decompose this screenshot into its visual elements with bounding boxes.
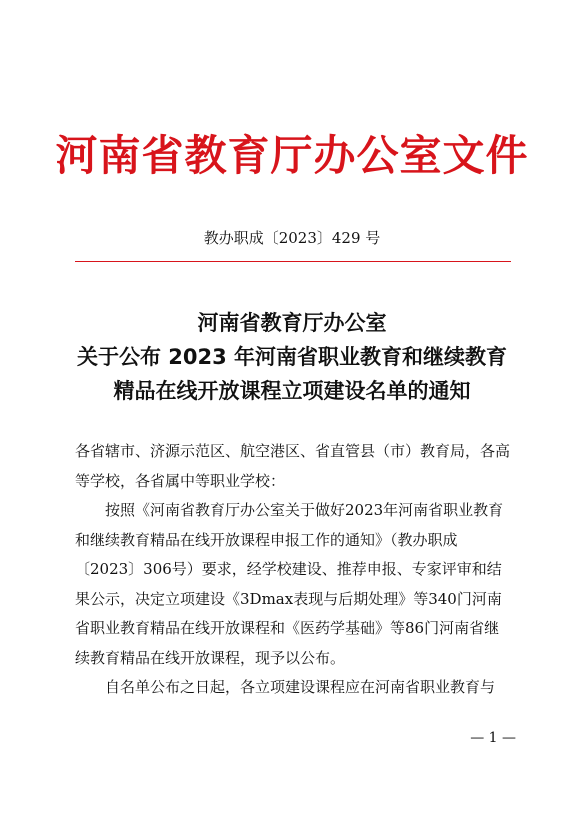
header-red-rule	[75, 261, 511, 262]
notice-title	[0, 306, 584, 408]
notice-title-line: 精品在线开放课程立项建设名单的通知	[113, 379, 471, 403]
document-header-title: 河南省教育厅办公室文件	[55, 131, 529, 180]
notice-body	[75, 437, 511, 703]
body-paragraph: 自名单公布之日起，各立项建设课程应在河南省职业教育与	[105, 678, 496, 696]
body-paragraph: 按照《河南省教育厅办公室关于做好2023年河南省职业教育和继续教育精品在线开放课程申报工作的通知》（教办职成〔2023〕306号）要求，经学校建设、推荐申报、专家评审和结果公示，决定立项建设《3Dmax表现与后期处理》等340门河南省职业教育精品在线开放课程和《医药学基础》等86门河南省继续教育精品在线开放课程，现予以公布。	[75, 501, 504, 667]
notice-title-line: 关于公布 2023 年河南省职业教育和继续教育	[76, 345, 508, 369]
salutation: 各省辖市、济源示范区、航空港区、省直管县（市）教育局，各高等学校，各省属中等职业学校：	[75, 442, 511, 490]
document-number: 教办职成〔2023〕429 号	[203, 229, 381, 247]
notice-title-line: 河南省教育厅办公室	[197, 311, 387, 335]
page-number: — 1 —	[470, 730, 516, 746]
